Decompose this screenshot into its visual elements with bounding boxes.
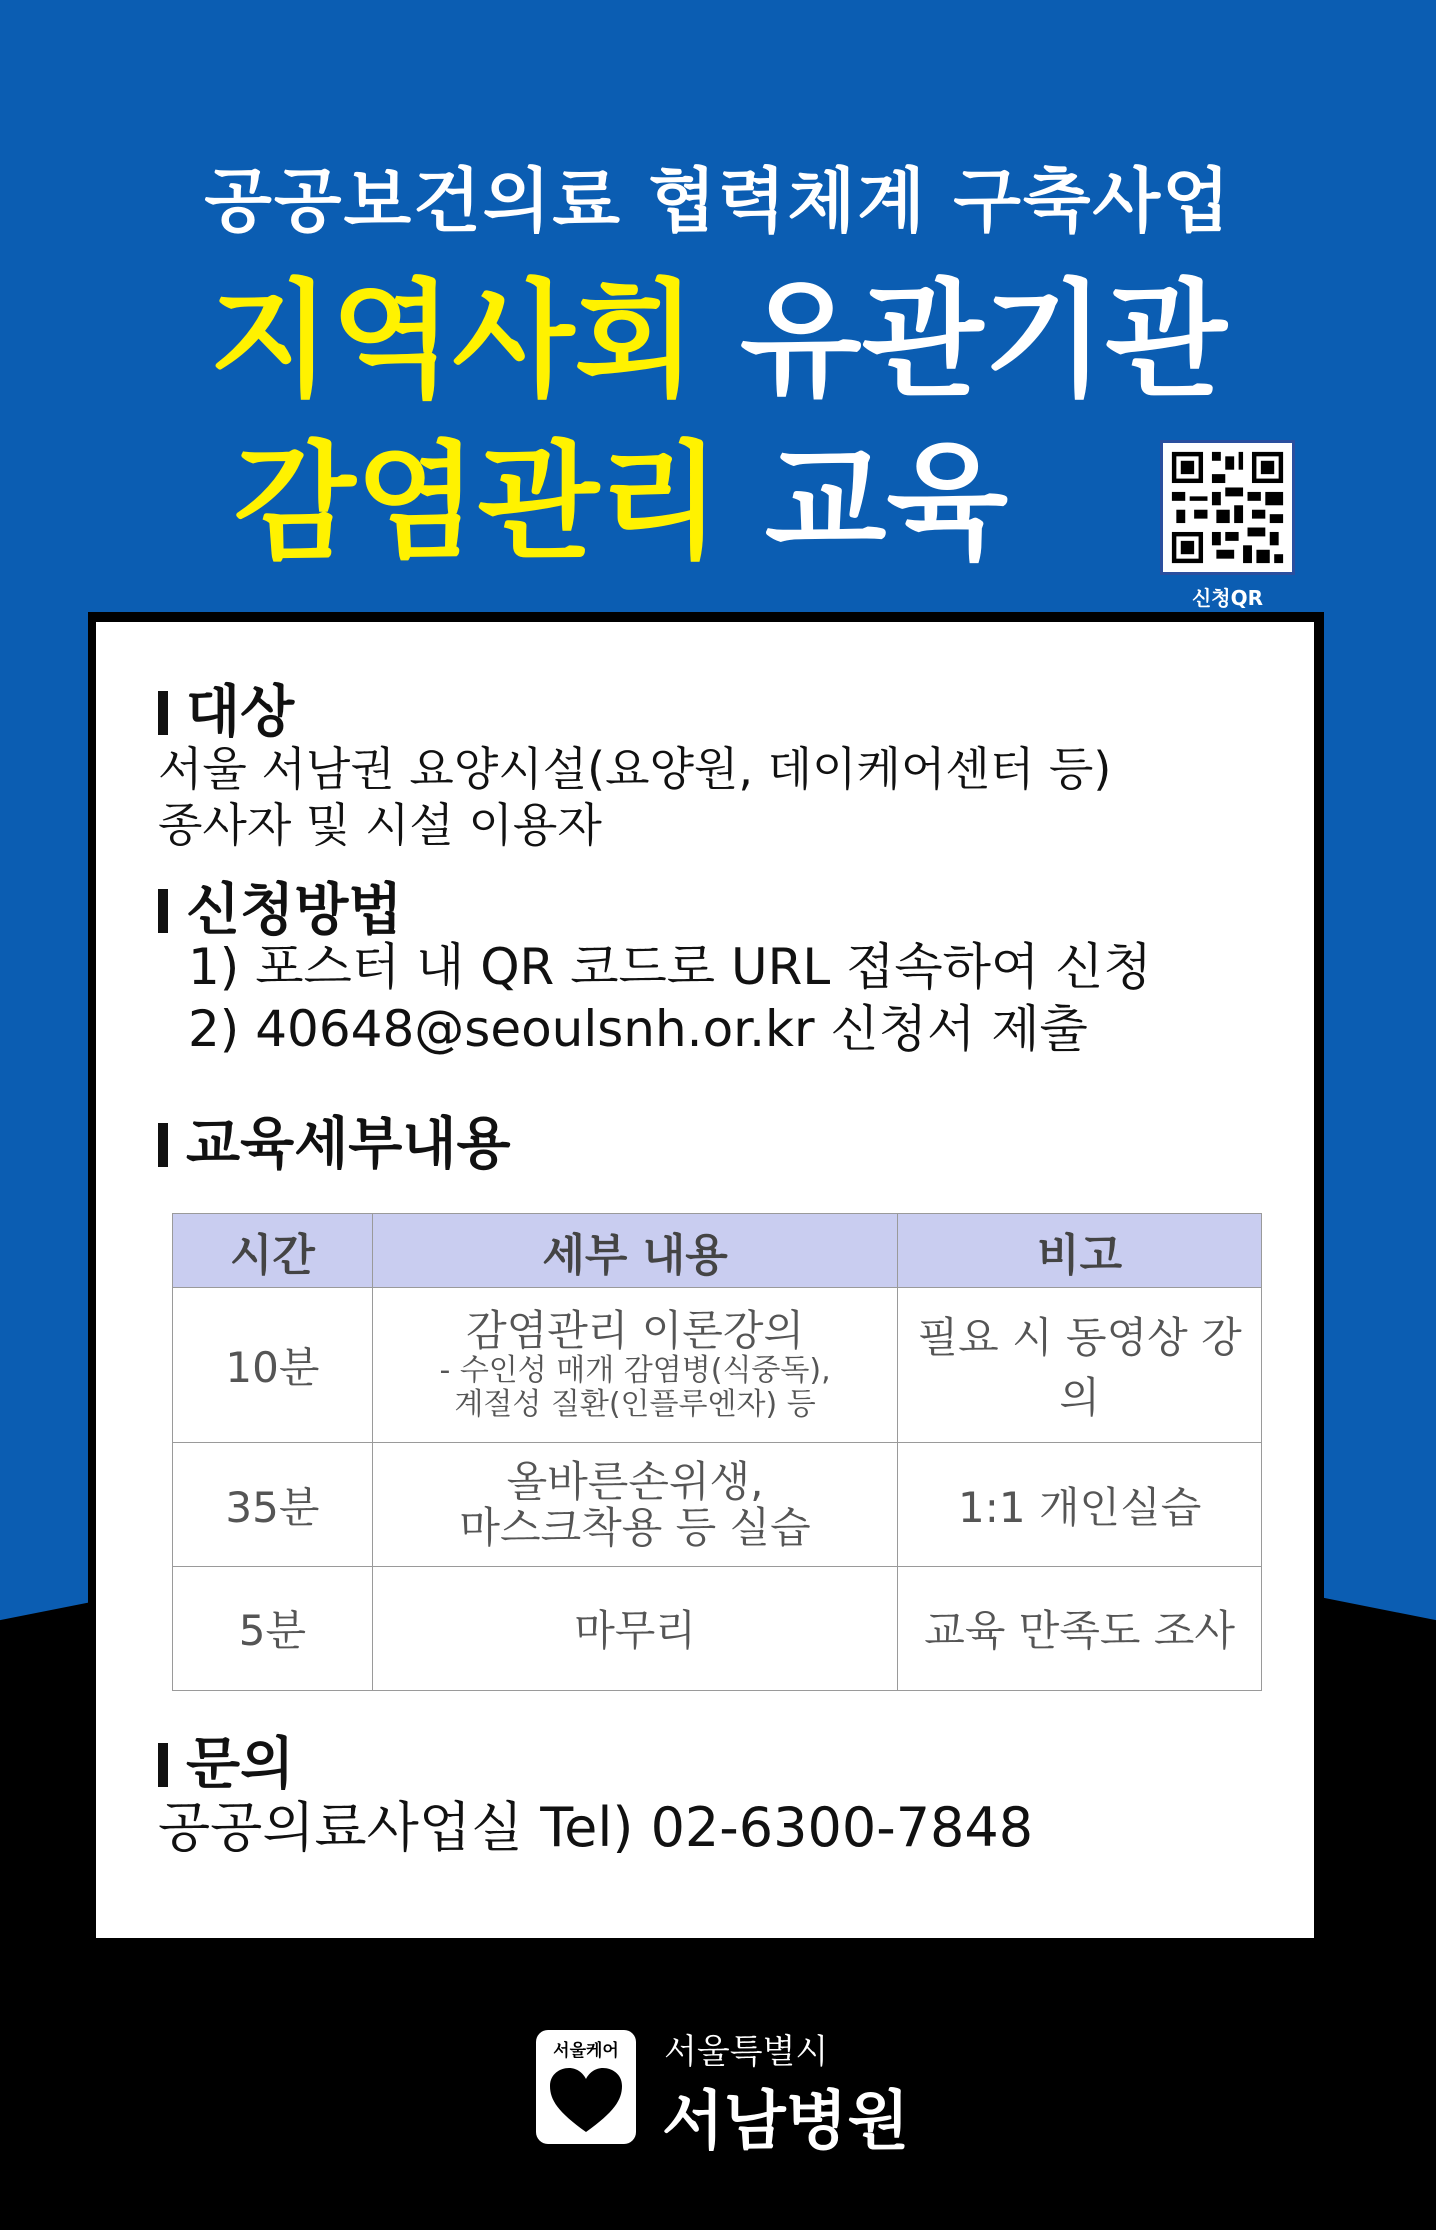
title-highlight-2: 감염관리: [233, 429, 721, 576]
column-header-content: 세부 내용: [372, 1214, 897, 1288]
qr-code[interactable]: [1160, 440, 1295, 575]
target-line-1: 서울 서남권 요양시설(요양원, 데이케어센터 등): [158, 742, 1112, 796]
column-header-note: 비고: [898, 1214, 1262, 1288]
table-row: [173, 1443, 1262, 1566]
apply-line-1: 1) 포스터 내 QR 코드로 URL 접속하여 신청: [188, 938, 1152, 996]
cell-note: 1:1 개인실습: [898, 1443, 1262, 1566]
title-highlight-1: 지역사회: [209, 267, 697, 414]
cell-content: 감염관리 이론강의 - 수인성 매개 감염병(식중독), 계절성 질환(인플루엔자) 등: [372, 1288, 897, 1443]
poster-subtitle: 공공보건의료 협력체계 구축사업: [204, 160, 1232, 242]
footer-city: 서울특별시: [664, 2032, 829, 2072]
schedule-table: [172, 1213, 1262, 1691]
cell-content: 올바른손위생, 마스크착용 등 실습: [372, 1443, 897, 1566]
logo-small-text: 서울케어: [553, 2041, 619, 2061]
title-text-1: 유관기관: [739, 267, 1227, 414]
table-row: [173, 1566, 1262, 1690]
heading-bar: [158, 1123, 168, 1167]
cell-time: 5분: [173, 1566, 373, 1690]
poster-title-line1: [0, 267, 1436, 414]
heading-bar: [158, 889, 168, 933]
heading-bar: [158, 1743, 168, 1787]
title-text-2: 교육: [764, 429, 1009, 576]
heart-icon: [548, 2066, 624, 2136]
cell-note: 필요 시 동영상 강의: [898, 1288, 1262, 1443]
section-heading-details: 교육세부내용: [158, 1100, 511, 1180]
footer-hospital-name: 서남병원: [662, 2085, 910, 2159]
target-line-2: 종사자 및 시설 이용자: [158, 798, 602, 852]
heading-bar: [158, 691, 168, 735]
section-heading-target: 대상: [158, 668, 294, 748]
cell-note: 교육 만족도 조사: [898, 1566, 1262, 1690]
cell-time: 35분: [173, 1443, 373, 1566]
section-heading-apply: 신청방법: [158, 866, 402, 946]
cell-content: 마무리: [372, 1566, 897, 1690]
section-heading-contact: 문의: [158, 1720, 294, 1800]
table-header-row: [173, 1214, 1262, 1288]
cell-time: 10분: [173, 1288, 373, 1443]
table-row: [173, 1288, 1262, 1443]
qr-label: 신청QR: [1191, 586, 1264, 610]
column-header-time: 시간: [173, 1214, 373, 1288]
apply-line-2[interactable]: 2) 40648@seoulsnh.or.kr 신청서 제출: [188, 1000, 1088, 1058]
contact-line: 공공의료사업실 Tel) 02-6300-7848: [158, 1796, 1034, 1859]
